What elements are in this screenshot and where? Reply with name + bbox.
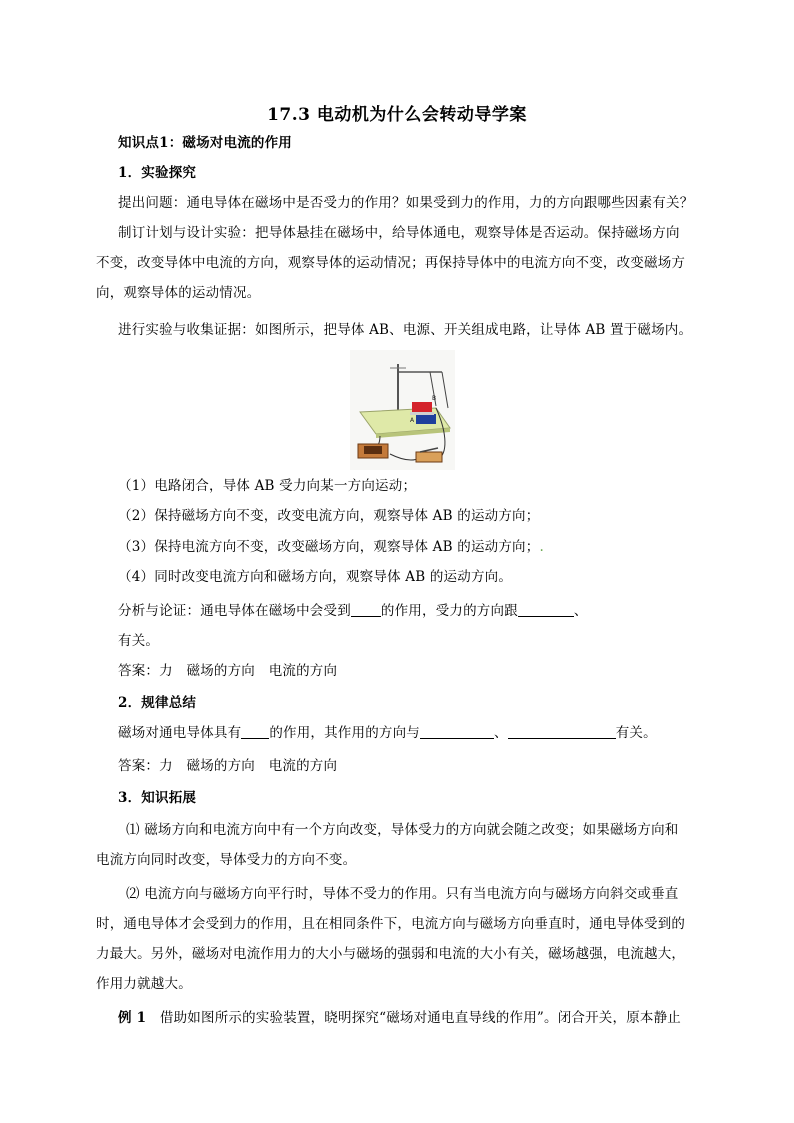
step-3: [118, 537, 708, 557]
example-label: 例 1: [118, 1010, 147, 1026]
analysis-text-c: 、: [573, 603, 588, 619]
paragraph-question: 提出问题：通电导体在磁场中是否受力的作用？如果受到力的作用，力的方向跟哪些因素有关？: [118, 195, 694, 211]
blank-factor-1: [518, 602, 574, 617]
section-heading-experiment: 1．实验探究: [118, 165, 197, 181]
summary-text-b: 的作用，其作用的方向与: [269, 725, 421, 741]
blank-summary-force: [241, 724, 269, 739]
blank-summary-factor-1: [420, 724, 494, 739]
summary-text-d: 有关。: [615, 725, 657, 741]
page-title: 17.3 电动机为什么会转动导学案: [267, 105, 527, 125]
paragraph-plan-line2: 不变，改变导体中电流的方向，观察导体的运动情况；再保持导体中的电流方向不变，改变磁场方: [96, 255, 686, 271]
extension-p2-line4: 作用力就越大。: [96, 976, 192, 992]
example-1-line: [118, 1008, 708, 1028]
paragraph-procedure: 进行实验与收集证据：如图所示，把导体 AB、电源、开关组成电路，让导体 AB 置于磁场内。: [118, 322, 693, 338]
analysis-line-2: 有关。: [118, 633, 160, 649]
section-heading-summary: 2．规律总结: [118, 695, 197, 711]
figure-label-a: A: [410, 417, 415, 424]
extension-p1-line1: ⑴ 磁场方向和电流方向中有一个方向改变，导体受力的方向就会随之改变；如果磁场方向和: [126, 822, 679, 838]
answer-1: 答案：力 磁场的方向 电流的方向: [118, 663, 338, 679]
analysis-line: [118, 601, 708, 621]
mark-dot: .: [539, 539, 544, 555]
summary-text-a: 磁场对通电导体具有: [118, 725, 242, 741]
summary-line: [118, 723, 708, 743]
paragraph-plan-line3: 向，观察导体的运动情况。: [96, 285, 261, 301]
section-heading-extension: 3．知识拓展: [118, 790, 197, 806]
extension-p1-line2: 电流方向同时改变，导体受力的方向不变。: [96, 852, 357, 868]
analysis-text-b: 的作用，受力的方向跟: [380, 603, 518, 619]
experiment-apparatus-figure: [350, 350, 455, 470]
paragraph-plan-line1: 制订计划与设计实验：把导体悬挂在磁场中，给导体通电，观察导体是否运动。保持磁场方向: [118, 225, 680, 241]
step-3-text: （3）保持电流方向不变，改变磁场方向，观察导体 AB 的运动方向；: [118, 539, 540, 555]
blank-force: [351, 602, 381, 617]
blank-summary-factor-2: [508, 724, 616, 739]
extension-p2-line3: 力最大。另外，磁场对电流作用力的大小与磁场的强弱和电流的大小有关，磁场越强，电流越大，: [96, 946, 686, 962]
step-2: （2）保持磁场方向不变，改变电流方向，观察导体 AB 的运动方向；: [118, 508, 540, 524]
answer-2: 答案：力 磁场的方向 电流的方向: [118, 758, 338, 774]
extension-p2-line1: ⑵ 电流方向与磁场方向平行时，导体不受力的作用。只有当电流方向与磁场方向斜交或垂直: [126, 886, 679, 902]
figure-label-b: B: [432, 395, 437, 402]
analysis-text-a: 分析与论证：通电导体在磁场中会受到: [118, 603, 351, 619]
step-4: （4）同时改变电流方向和磁场方向，观察导体 AB 的运动方向。: [118, 569, 513, 585]
summary-text-c: 、: [494, 725, 508, 741]
step-1: （1）电路闭合，导体 AB 受力向某一方向运动；: [118, 478, 417, 494]
example-text: 借助如图所示的实验装置，晓明探究“磁场对通电直导线的作用”。闭合开关，原本静止: [159, 1010, 682, 1026]
extension-p2-line2: 时，通电导体才会受到力的作用，且在相同条件下，电流方向与磁场方向垂直时，通电导体受到的: [96, 916, 686, 932]
knowledge-point-heading: 知识点1：磁场对电流的作用: [118, 135, 292, 151]
